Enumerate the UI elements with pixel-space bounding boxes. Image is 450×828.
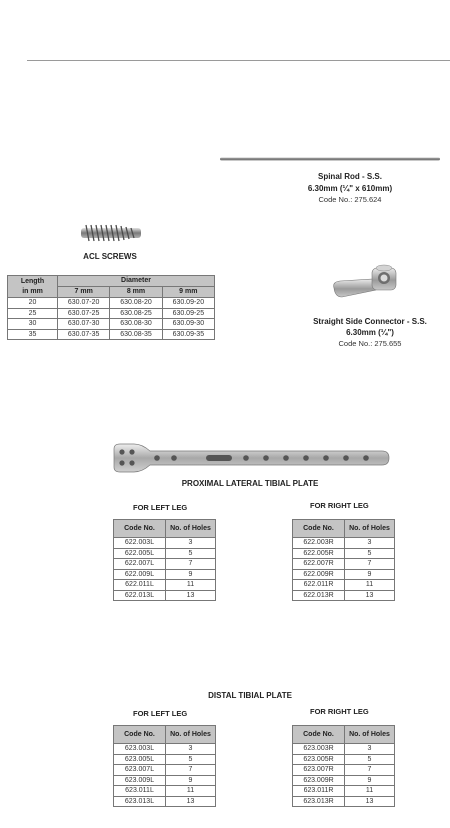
acl-header-7mm: 7 mm xyxy=(58,287,110,298)
table-row xyxy=(293,786,395,797)
spinal-rod-title: Spinal Rod - S.S. xyxy=(317,172,382,181)
table-cell: 630.07-35 xyxy=(58,329,110,340)
table-cell: 5 xyxy=(166,754,216,765)
table-row xyxy=(114,569,216,580)
table-cell: 9 xyxy=(345,775,395,786)
table-cell: 35 xyxy=(8,329,58,340)
col-holes-header: No. of Holes xyxy=(166,520,216,538)
table-row xyxy=(293,765,395,776)
table-cell: 623.007L xyxy=(114,765,166,776)
table-row xyxy=(293,548,395,559)
proximal-right-leg-label: FOR RIGHT LEG xyxy=(310,501,369,510)
table-cell: 5 xyxy=(166,548,216,559)
table-cell: 13 xyxy=(166,796,216,807)
distal-plate-title: DISTAL TIBIAL PLATE xyxy=(208,691,292,700)
table-cell: 623.003L xyxy=(114,744,166,755)
table-cell: 25 xyxy=(8,308,58,319)
table-cell: 13 xyxy=(166,590,216,601)
acl-screw-table xyxy=(7,275,215,340)
table-cell: 30 xyxy=(8,319,58,330)
side-connector-image xyxy=(330,262,405,302)
table-cell: 623.009R xyxy=(293,775,345,786)
proximal-left-table xyxy=(113,519,216,601)
table-row xyxy=(114,559,216,570)
table-cell: 622.009R xyxy=(293,569,345,580)
table-cell: 3 xyxy=(166,538,216,549)
table-cell: 623.013L xyxy=(114,796,166,807)
col-code-header: Code No. xyxy=(114,726,166,744)
table-cell: 630.08-35 xyxy=(110,329,162,340)
table-cell: 622.007R xyxy=(293,559,345,570)
table-cell: 630.09-30 xyxy=(162,319,214,330)
table-cell: 9 xyxy=(166,775,216,786)
table-cell: 3 xyxy=(345,744,395,755)
table-row xyxy=(114,775,216,786)
table-cell: 623.007R xyxy=(293,765,345,776)
table-cell: 622.013L xyxy=(114,590,166,601)
proximal-tibial-plate-image xyxy=(110,443,390,473)
table-cell: 622.005L xyxy=(114,548,166,559)
col-holes-header: No. of Holes xyxy=(166,726,216,744)
table-row xyxy=(8,298,215,309)
table-cell: 5 xyxy=(345,548,395,559)
table-row xyxy=(114,744,216,755)
table-row xyxy=(114,580,216,591)
table-cell: 630.09-35 xyxy=(162,329,214,340)
table-row xyxy=(293,569,395,580)
table-cell: 11 xyxy=(345,580,395,591)
acl-header-diameter: Diameter xyxy=(58,276,215,287)
table-cell: 623.013R xyxy=(293,796,345,807)
table-cell: 623.009L xyxy=(114,775,166,786)
acl-header-9mm: 9 mm xyxy=(162,287,214,298)
acl-header-length: Length in mm xyxy=(8,276,58,298)
table-cell: 623.011L xyxy=(114,786,166,797)
col-code-header: Code No. xyxy=(293,520,345,538)
table-row xyxy=(293,796,395,807)
table-cell: 622.007L xyxy=(114,559,166,570)
table-cell: 7 xyxy=(166,559,216,570)
spinal-rod-image xyxy=(220,149,440,155)
proximal-plate-title: PROXIMAL LATERAL TIBIAL PLATE xyxy=(181,479,319,488)
distal-left-table xyxy=(113,725,216,807)
table-cell: 7 xyxy=(345,765,395,776)
col-holes-header: No. of Holes xyxy=(345,520,395,538)
table-cell: 622.011R xyxy=(293,580,345,591)
side-connector-title: Straight Side Connector - S.S. xyxy=(313,317,427,326)
table-cell: 3 xyxy=(345,538,395,549)
side-connector-code: Code No.: 275.655 xyxy=(338,339,402,348)
table-cell: 623.005R xyxy=(293,754,345,765)
table-cell: 630.08-30 xyxy=(110,319,162,330)
col-code-header: Code No. xyxy=(114,520,166,538)
table-cell: 9 xyxy=(166,569,216,580)
proximal-right-table xyxy=(292,519,395,601)
table-cell: 13 xyxy=(345,590,395,601)
distal-right-leg-label: FOR RIGHT LEG xyxy=(310,707,369,716)
spinal-rod-size: 6.30mm (¼" x 610mm) xyxy=(307,184,393,193)
table-row xyxy=(8,329,215,340)
col-code-header: Code No. xyxy=(293,726,345,744)
table-row xyxy=(293,580,395,591)
acl-title: ACL SCREWS xyxy=(83,252,137,261)
table-cell: 5 xyxy=(345,754,395,765)
table-cell: 7 xyxy=(345,559,395,570)
acl-header-8mm: 8 mm xyxy=(110,287,162,298)
proximal-left-leg-label: FOR LEFT LEG xyxy=(133,503,188,512)
col-holes-header: No. of Holes xyxy=(345,726,395,744)
table-row xyxy=(114,786,216,797)
table-row xyxy=(293,559,395,570)
table-row xyxy=(293,744,395,755)
table-cell: 11 xyxy=(166,580,216,591)
table-row xyxy=(114,548,216,559)
table-cell: 630.09-25 xyxy=(162,308,214,319)
table-cell: 622.009L xyxy=(114,569,166,580)
table-cell: 13 xyxy=(345,796,395,807)
table-cell: 622.011L xyxy=(114,580,166,591)
table-cell: 630.07-20 xyxy=(58,298,110,309)
table-cell: 9 xyxy=(345,569,395,580)
table-cell: 630.07-25 xyxy=(58,308,110,319)
table-row xyxy=(114,765,216,776)
table-cell: 622.003R xyxy=(293,538,345,549)
header-divider xyxy=(27,60,450,61)
distal-left-leg-label: FOR LEFT LEG xyxy=(133,709,188,718)
table-row xyxy=(293,590,395,601)
table-row xyxy=(293,538,395,549)
table-cell: 20 xyxy=(8,298,58,309)
table-cell: 3 xyxy=(166,744,216,755)
table-cell: 623.003R xyxy=(293,744,345,755)
table-row xyxy=(8,308,215,319)
table-row xyxy=(293,775,395,786)
table-row xyxy=(8,319,215,330)
table-cell: 11 xyxy=(166,786,216,797)
acl-screw-image xyxy=(78,222,146,244)
distal-right-table xyxy=(292,725,395,807)
table-cell: 630.08-20 xyxy=(110,298,162,309)
table-cell: 630.07-30 xyxy=(58,319,110,330)
table-row xyxy=(114,538,216,549)
table-cell: 630.08-25 xyxy=(110,308,162,319)
table-cell: 7 xyxy=(166,765,216,776)
table-cell: 11 xyxy=(345,786,395,797)
table-cell: 622.005R xyxy=(293,548,345,559)
table-cell: 622.003L xyxy=(114,538,166,549)
table-row xyxy=(114,754,216,765)
table-cell: 623.005L xyxy=(114,754,166,765)
spinal-rod-code: Code No.: 275.624 xyxy=(318,195,382,204)
table-row xyxy=(114,796,216,807)
table-cell: 630.09-20 xyxy=(162,298,214,309)
side-connector-size: 6.30mm (¼") xyxy=(346,328,394,337)
table-row xyxy=(293,754,395,765)
table-row xyxy=(114,590,216,601)
table-cell: 623.011R xyxy=(293,786,345,797)
table-cell: 622.013R xyxy=(293,590,345,601)
